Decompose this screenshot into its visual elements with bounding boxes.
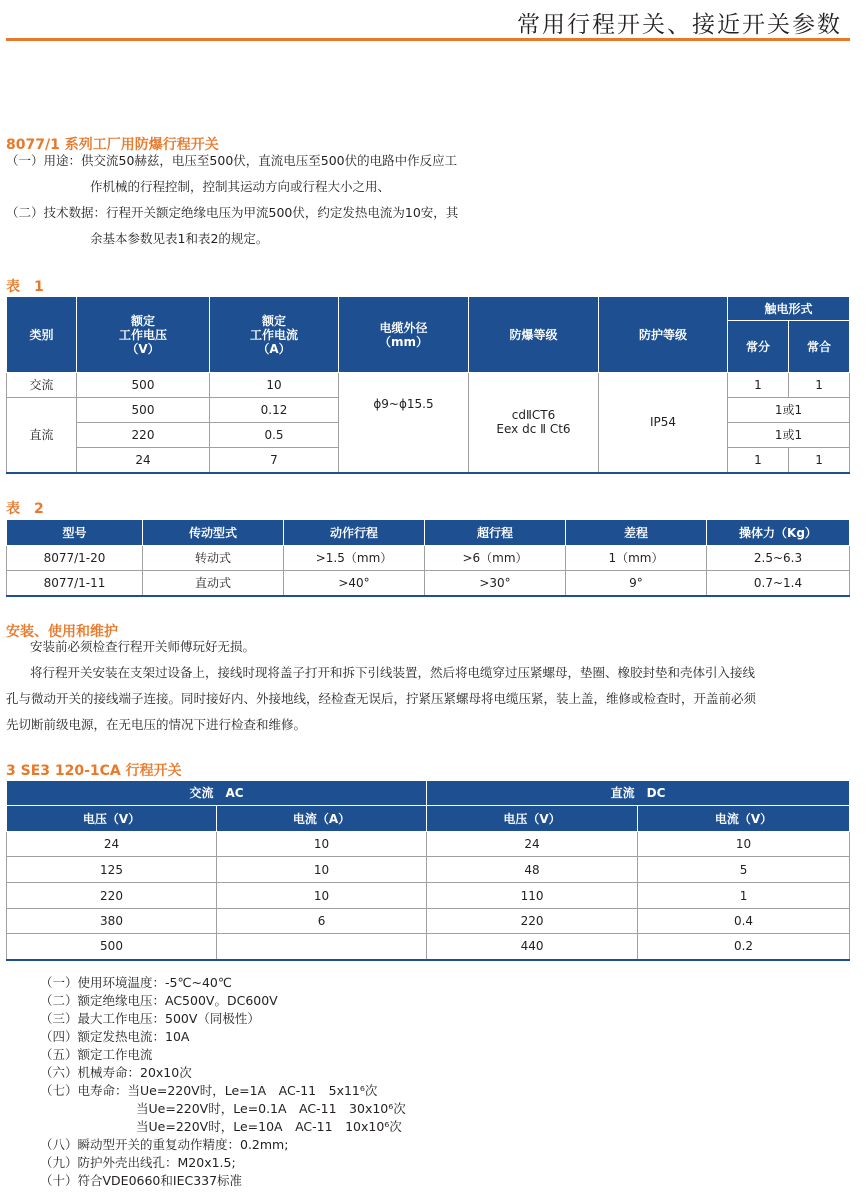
t3-cell: 1 [638, 883, 850, 909]
t1-header-current: 额定 工作电流 （A） [210, 297, 339, 373]
t3-cell: 10 [217, 883, 427, 909]
t3-subheader: 电压（V） [427, 806, 638, 832]
section-title-8077: 8077/1 系列工厂用防爆行程开关 [6, 137, 219, 153]
list-item: （十）符合VDE0660和IEC337标准 [40, 1173, 243, 1188]
t3-cell [217, 934, 427, 960]
t3-cell: 220 [427, 909, 638, 934]
list-item: （八）瞬动型开关的重复动作精度：0.2mm; [40, 1137, 289, 1152]
t1-cell: 220 [77, 423, 210, 448]
t2-cell: 8077/1-20 [7, 546, 143, 571]
table1-label: 表 1 [6, 279, 44, 295]
table3 [6, 780, 850, 961]
table1 [6, 296, 850, 474]
t1-cable: ϕ9~ϕ15.5 [339, 373, 469, 473]
t1-cell: 1 [728, 448, 789, 473]
t2-cell: 2.5~6.3 [707, 546, 850, 571]
t1-header-voltage: 额定 工作电压 （V） [77, 297, 210, 373]
table-row [7, 546, 850, 571]
list-item: （九）防护外壳出线孔：M20x1.5; [40, 1155, 236, 1170]
t3-header-dc: 直流 DC [427, 781, 850, 806]
t3-cell: 440 [427, 934, 638, 960]
section-title-install: 安装、使用和维护 [6, 624, 118, 640]
page-header [0, 0, 866, 44]
t3-cell: 220 [7, 883, 217, 909]
t2-cell: 0.7~1.4 [707, 571, 850, 596]
t1-cell: 0.12 [210, 398, 339, 423]
t3-subheader: 电流（V） [638, 806, 850, 832]
table2 [6, 519, 850, 597]
t3-subheader: 电压（V） [7, 806, 217, 832]
t1-cell: 7 [210, 448, 339, 473]
t1-protection: IP54 [599, 373, 728, 473]
t1-dc-category: 直流 [7, 398, 77, 473]
t3-cell: 24 [7, 832, 217, 857]
list-item: （七）电寿命：当Ue=220V时，Le=1A AC-11 5x11⁶次 [40, 1083, 378, 1098]
t2-cell: 转动式 [143, 546, 284, 571]
t3-header-ac: 交流 AC [7, 781, 427, 806]
t2-cell: >40° [284, 571, 425, 596]
table2-label: 表 2 [6, 501, 44, 517]
t1-cell: 10 [210, 373, 339, 398]
list-item: （五）额定工作电流 [40, 1047, 153, 1062]
list-item: 当Ue=220V时，Le=0.1A AC-11 30x10⁶次 [136, 1101, 406, 1116]
list-item: （三）最大工作电压：500V（同极性） [40, 1011, 260, 1026]
t2-cell: 9° [566, 571, 707, 596]
t3-cell: 6 [217, 909, 427, 934]
t1-cell: 1 [728, 373, 789, 398]
t3-cell: 125 [7, 857, 217, 883]
table-row [7, 909, 850, 934]
t1-header-contact: 触电形式 [728, 297, 850, 321]
t2-cell: 8077/1-11 [7, 571, 143, 596]
list-item: （六）机械寿命：20x10次 [40, 1065, 192, 1080]
t1-header-category: 类别 [7, 297, 77, 373]
t3-cell: 10 [638, 832, 850, 857]
t2-header: 差程 [566, 520, 707, 546]
t1-cell: 500 [77, 398, 210, 423]
t1-cell: 24 [77, 448, 210, 473]
t2-header: 型号 [7, 520, 143, 546]
t1-header-no: 常合 [789, 321, 850, 373]
t2-cell: >6（mm） [425, 546, 566, 571]
t3-cell: 48 [427, 857, 638, 883]
t2-header: 传动型式 [143, 520, 284, 546]
t3-cell: 10 [217, 832, 427, 857]
section-title-3se3: 3 SE3 120-1CA 行程开关 [6, 763, 182, 779]
t1-cell: 1 [789, 448, 850, 473]
list-item: 当Ue=220V时，Le=10A AC-11 10x10⁶次 [136, 1119, 402, 1134]
t1-header-cable: 电缆外径 （mm） [339, 297, 469, 373]
t3-subheader: 电流（A） [217, 806, 427, 832]
t2-cell: 直动式 [143, 571, 284, 596]
t1-cell: 1或1 [728, 398, 850, 423]
table-row [7, 857, 850, 883]
t1-cell: 1 [789, 373, 850, 398]
t3-cell: 0.4 [638, 909, 850, 934]
t2-header: 超行程 [425, 520, 566, 546]
t2-header: 动作行程 [284, 520, 425, 546]
t3-cell: 380 [7, 909, 217, 934]
t1-ac-category: 交流 [7, 373, 77, 398]
t3-cell: 0.2 [638, 934, 850, 960]
t3-cell: 110 [427, 883, 638, 909]
t1-cell: 0.5 [210, 423, 339, 448]
list-item: （四）额定发热电流：10A [40, 1029, 190, 1044]
page-title: 常用行程开关、接近开关参数 [517, 12, 842, 38]
spec-list [40, 974, 406, 1190]
section1-usage: （一）用途：供交流50赫兹，电压至500伏，直流电压至500伏的电路中作反应工 作机械的行程控制，控制其运动方向或行程大小之用、 （二）技术数据：行程开关额定绝缘电压为甲流500伏，约定发热电流为10安，其 余基本参数见表1和表2的规定。 [6, 153, 459, 246]
header-divider [6, 38, 850, 41]
t1-header-nc: 常分 [728, 321, 789, 373]
t1-explosion: cdⅡCT6 Eex dc Ⅱ Ct6 [469, 373, 599, 473]
table-row [7, 571, 850, 596]
t2-cell: >30° [425, 571, 566, 596]
t3-cell: 10 [217, 857, 427, 883]
table-row [7, 883, 850, 909]
t2-cell: 1（mm） [566, 546, 707, 571]
t3-cell: 500 [7, 934, 217, 960]
list-item: （二）额定绝缘电压：AC500V。DC600V [40, 993, 278, 1008]
t1-cell: 1或1 [728, 423, 850, 448]
t2-header: 操体力（Kg） [707, 520, 850, 546]
section2-body: 安装前必须检查行程开关师傅玩好无损。 将行程开关安装在支架过设备上，接线时现将盖子打开和拆下引线装置，然后将电缆穿过压紧螺母，垫圈、橡胶封垫和壳体引入接线 孔与微动开关的接线端子连接。同时接好内、外接地线，经检查无误后，拧紧压紧螺母将电缆压紧，装上盖，维修或检查时，开盖前必须 先切断前级电源，在无电压的情况下进行检查和维修。 [6, 639, 757, 732]
t1-header-explosion: 防爆等级 [469, 297, 599, 373]
t1-cell: 500 [77, 373, 210, 398]
t3-cell: 24 [427, 832, 638, 857]
table-row [7, 832, 850, 857]
table-row [7, 934, 850, 960]
t1-header-protection: 防护等级 [599, 297, 728, 373]
t2-cell: >1.5（mm） [284, 546, 425, 571]
t3-cell: 5 [638, 857, 850, 883]
list-item: （一）使用环境温度：-5℃~40℃ [40, 975, 232, 990]
